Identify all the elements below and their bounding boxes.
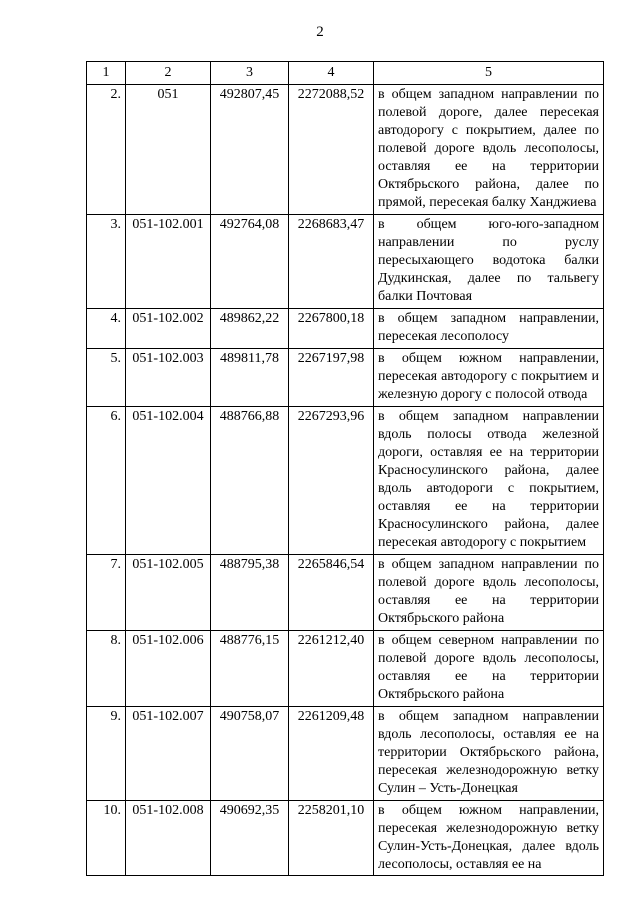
coordinate-y: 2267293,96	[289, 407, 374, 555]
table-row	[87, 555, 604, 631]
boundary-description: в общем северном направлении по полевой дороге вдоль лесополосы, оставляя ее на территории Октябрьского района	[374, 631, 604, 707]
point-code: 051-102.002	[126, 309, 211, 349]
coordinate-x: 490692,35	[211, 801, 289, 876]
row-number: 6.	[87, 407, 126, 555]
boundary-description: в общем южном направлении, пересекая автодорогу с покрытием и железную дорогу с полосой отвода	[374, 349, 604, 407]
coordinate-x: 489862,22	[211, 309, 289, 349]
table-row	[87, 85, 604, 215]
row-number: 5.	[87, 349, 126, 407]
coordinate-x: 488766,88	[211, 407, 289, 555]
table-row	[87, 801, 604, 876]
point-code: 051-102.001	[126, 215, 211, 309]
coordinate-x: 490758,07	[211, 707, 289, 801]
table-row	[87, 407, 604, 555]
header-cell-2: 2	[126, 62, 211, 85]
point-code: 051	[126, 85, 211, 215]
row-number: 4.	[87, 309, 126, 349]
boundary-description: в общем юго-юго-западном направлении по руслу пересыхающего водотока балки Дудкинская, далее по тальвегу балки Почтовая	[374, 215, 604, 309]
boundary-description: в общем южном направлении, пересекая железнодорожную ветку Сулин-Усть-Донецкая, далее вдоль лесополосы, оставляя ее на	[374, 801, 604, 876]
boundary-description: в общем западном направлении по полевой дороге вдоль лесополосы, оставляя ее на территории Октябрьского района	[374, 555, 604, 631]
row-number: 10.	[87, 801, 126, 876]
coordinate-y: 2268683,47	[289, 215, 374, 309]
coordinate-y: 2258201,10	[289, 801, 374, 876]
header-cell-5: 5	[374, 62, 604, 85]
coordinate-x: 492764,08	[211, 215, 289, 309]
point-code: 051-102.005	[126, 555, 211, 631]
coordinate-x: 488776,15	[211, 631, 289, 707]
point-code: 051-102.004	[126, 407, 211, 555]
boundary-description: в общем западном направлении вдоль лесополосы, оставляя ее на территории Октябрьского района, пересекая железнодорожную ветку Сулин – Усть-Донецкая	[374, 707, 604, 801]
table-row	[87, 215, 604, 309]
row-number: 2.	[87, 85, 126, 215]
point-code: 051-102.008	[126, 801, 211, 876]
coordinate-y: 2261212,40	[289, 631, 374, 707]
boundary-table	[86, 61, 604, 876]
coordinate-x: 492807,45	[211, 85, 289, 215]
table-row	[87, 309, 604, 349]
header-cell-4: 4	[289, 62, 374, 85]
row-number: 7.	[87, 555, 126, 631]
header-cell-3: 3	[211, 62, 289, 85]
header-cell-1: 1	[87, 62, 126, 85]
point-code: 051-102.007	[126, 707, 211, 801]
row-number: 9.	[87, 707, 126, 801]
page-number: 2	[316, 24, 324, 40]
coordinate-y: 2265846,54	[289, 555, 374, 631]
coordinate-y: 2267800,18	[289, 309, 374, 349]
row-number: 3.	[87, 215, 126, 309]
table-row	[87, 707, 604, 801]
coordinate-y: 2272088,52	[289, 85, 374, 215]
row-number: 8.	[87, 631, 126, 707]
point-code: 051-102.006	[126, 631, 211, 707]
table-header-row	[87, 62, 604, 85]
boundary-description: в общем западном направлении по полевой дороге, далее пересекая автодорогу с покрытием, далее по полевой дороге вдоль лесополосы, оставляя ее на территории Октябрьского района, далее по прямой, пересекая балку Ханджиева	[374, 85, 604, 215]
coordinate-x: 489811,78	[211, 349, 289, 407]
boundary-description: в общем западном направлении вдоль полосы отвода железной дороги, оставляя ее на территории Красносулинского района, далее вдоль автодороги с покрытием, оставляя ее на территории Красносулинского района, далее пересекая автодорогу с покрытием	[374, 407, 604, 555]
point-code: 051-102.003	[126, 349, 211, 407]
boundary-description: в общем западном направлении, пересекая лесополосу	[374, 309, 604, 349]
coordinate-y: 2267197,98	[289, 349, 374, 407]
coordinate-y: 2261209,48	[289, 707, 374, 801]
coordinate-x: 488795,38	[211, 555, 289, 631]
table-row	[87, 631, 604, 707]
table-row	[87, 349, 604, 407]
